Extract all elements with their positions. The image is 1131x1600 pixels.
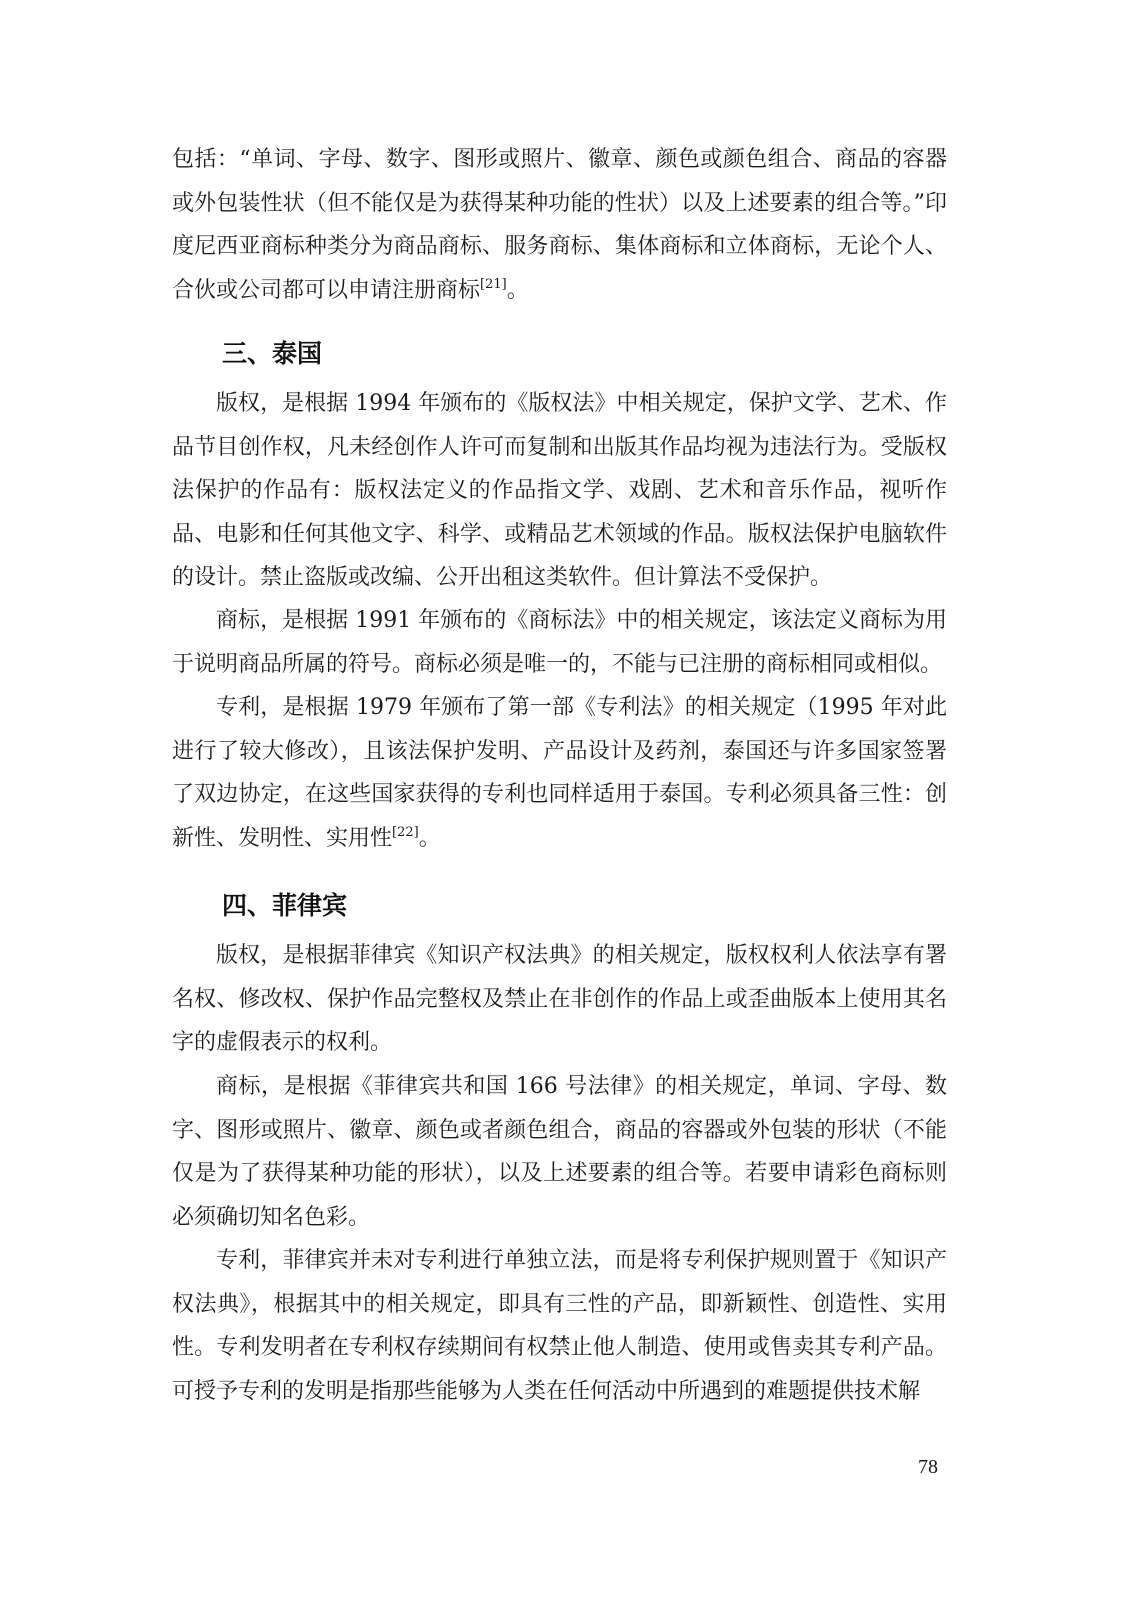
intro-text: 包括：“单词、字母、数字、图形或照片、徽章、颜色或颜色组合、商品的容器或外包装性状（但不能仅是为获得某种功能的性状）以及上述要素的组合等。”印度尼西亚商标种类分为商品商标、服务商标、集体商标和立体商标，无论个人、合伙或公司都可以申请注册商标 [172, 147, 947, 303]
thailand-copyright-paragraph: 版权，是根据 1994 年颁布的《版权法》中相关规定，保护文学、艺术、作品节目创作权，凡未经创作人许可而复制和出版其作品均视为违法行为。受版权法保护的作品有：版权法定义的作品指文学、戏剧、艺术和音乐作品，视听作品、电影和任何其他文字、科学、或精品艺术领域的作品。版权法保护电脑软件的设计。禁止盗版或改编、公开出租这类软件。但计算法不受保护。 [172, 391, 947, 590]
heading-philippines: 四、菲律宾 [222, 891, 348, 920]
citation-22: [22] [392, 824, 419, 840]
thailand-patent-text: 专利，是根据 1979 年颁布了第一部《专利法》的相关规定（1995 年对此进行了较大修改），且该法保护发明、产品设计及药剂，泰国还与许多国家签署了双边协定，在这些国家获得的专利也同样适用于泰国。专利必须具备三性：创新性、发明性、实用性 [172, 695, 947, 851]
philippines-patent-paragraph: 专利，菲律宾并未对专利进行单独立法，而是将专利保护规则置于《知识产权法典》，根据其中的相关规定，即具有三性的产品，即新颖性、创造性、实用性。专利发明者在专利权存续期间有权禁止他人制造、使用或售卖其专利产品。可授予专利的发明是指那些能够为人类在任何活动中所遇到的难题提供技术解 [172, 1248, 947, 1404]
thailand-patent-end: 。 [418, 825, 441, 851]
thailand-patent-paragraph [172, 686, 947, 860]
philippines-copyright-paragraph: 版权，是根据菲律宾《知识产权法典》的相关规定，版权权利人依法享有署名权、修改权、保护作品完整权及禁止在非创作的作品上或歪曲版本上使用其名字的虚假表示的权利。 [172, 943, 947, 1055]
heading-thailand: 三、泰国 [222, 339, 323, 368]
thailand-trademark-paragraph: 商标，是根据 1991 年颁布的《商标法》中的相关规定，该法定义商标为用于说明商品所属的符号。商标必须是唯一的，不能与已注册的商标相同或相似。 [172, 608, 947, 677]
citation-21: [21] [480, 276, 507, 292]
page-number: 78 [918, 1456, 938, 1478]
intro-paragraph [172, 138, 947, 312]
philippines-trademark-paragraph: 商标，是根据《菲律宾共和国 166 号法律》的相关规定，单词、字母、数字、图形或照片、徽章、颜色或者颜色组合，商品的容器或外包装的形状（不能仅是为了获得某种功能的形状），以及上述要素的组合等。若要申请彩色商标则必须确切知名色彩。 [172, 1074, 947, 1230]
intro-end: 。 [506, 277, 529, 303]
